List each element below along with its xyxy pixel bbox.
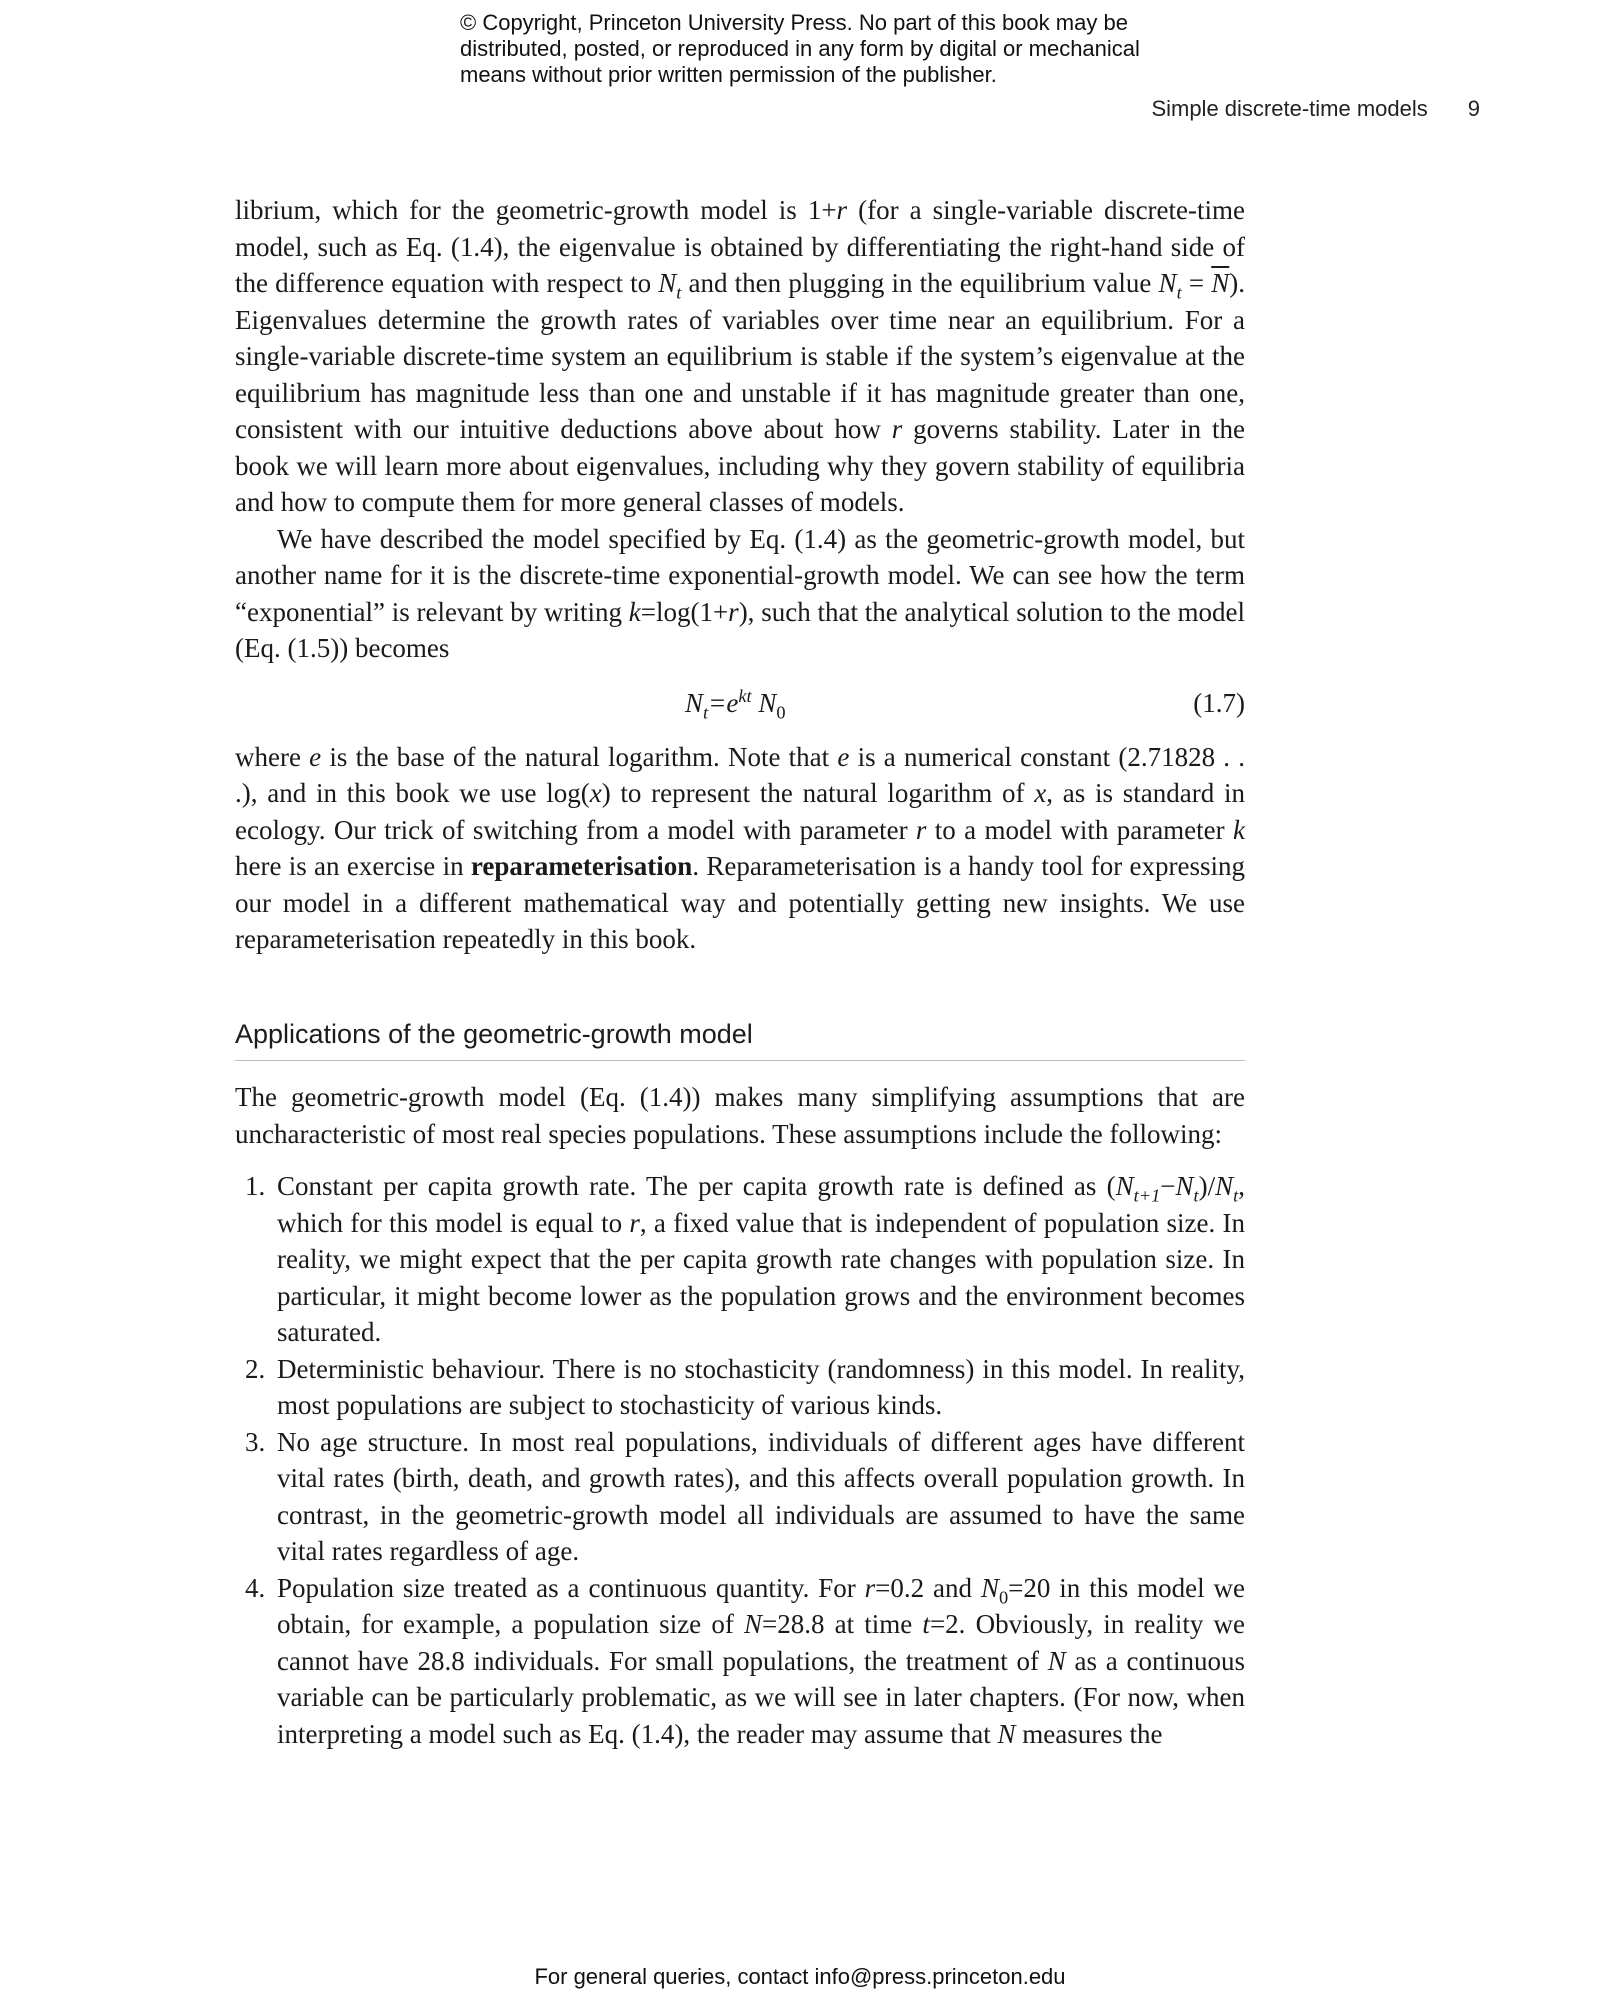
list-item: 2. Deterministic behaviour. There is no stochasticity (randomness) in this model. In reality, most populations are subject to stochasticity of various kinds. <box>245 1353 1245 1420</box>
paragraph-reparameterisation: where e is the base of the natural logarithm. Note that e is a numerical constant (2.71828 . . .), and in this book we use log(x) to represent the natural logarithm of x, as is standard in ecology. Our trick of switching from a model with parameter r to a model with parameter k here is an exercise in reparameterisation. Reparameterisation is a handy tool for expressing our model in a different mathematical way and potentially getting new insights. We use reparameterisation repeatedly in this book. <box>235 741 1245 954</box>
equation-number: (1.7) <box>1193 687 1245 718</box>
page-body <box>235 192 1245 1752</box>
list-item: 3. No age structure. In most real populations, individuals of different ages have different vital rates (birth, death, and growth rates), and this affects overall population growth. In contrast, in the geometric-growth model all individuals are assumed to have the same vital rates regardless of age. <box>245 1426 1245 1566</box>
page-number: 9 <box>1467 96 1480 121</box>
equation-1-7 <box>235 677 1245 733</box>
assumptions-list <box>235 1168 1245 1752</box>
chapter-title: Simple discrete-time models <box>1151 96 1428 121</box>
list-item: 4. Population size treated as a continuous quantity. For r=0.2 and $N_0=20$ in this model we obtain, for example, a population size of N=28.8 at time t=2. Obviously, in reality we cannot have 28.8 individuals. For small populations, the treatment of N as a continuous variable can be particularly problematic, as we will see in later chapters. (For now, when interpreting a model such as Eq. (1.4), the reader may assume that N measures the <box>245 1572 1245 1749</box>
copyright-line: © Copyright, Princeton University Press. No part of this book may be <box>460 10 1128 35</box>
paragraph-assumptions-intro: The geometric-growth model (Eq. (1.4)) makes many simplifying assumptions that are uncharacteristic of most real species populations. These assumptions include the following: <box>235 1082 1245 1149</box>
copyright-line: distributed, posted, or reproduced in any form by digital or mechanical <box>460 36 1140 61</box>
list-item: 1. Constant per capita growth rate. The per capita growth rate is defined as $(N_{t+1}-N_t)/N_t$, which for this model is equal to r, a fixed value that is independent of population size. In reality, we might expect that the per capita growth rate changes with population size. In particular, it might become lower as the population grows and the environment becomes saturated. <box>245 1171 1245 1347</box>
paragraph-eigenvalues: librium, which for the geometric-growth model is 1+r (for a single-variable discrete-time model, such as Eq. (1.4), the eigenvalue is obtained by differentiating the right-hand side of the difference equation with respect to $N_t$ and then plugging in the equilibrium value $N_t = \overline{N}$). Eigenvalues determine the growth rates of variables over time near an equilibrium. For a single-variable discrete-time system an equilibrium is stable if the system’s eigenvalue at the equilibrium has magnitude less than one and unstable if it has magnitude greater than one, consistent with our intuitive deductions above about how r governs stability. Later in the book we will learn more about eigenvalues, including why they govern stability of equilibria and how to compute them for more general classes of models. <box>235 195 1246 517</box>
copyright-line: means without prior written permission of the publisher. <box>460 62 997 87</box>
copyright-notice <box>460 10 1220 88</box>
footer-contact: For general queries, contact info@press.princeton.edu <box>534 1964 1066 1989</box>
equation-expression: $N_t=e^{kt}$ $N_0$ <box>685 685 786 722</box>
running-head <box>1151 96 1480 122</box>
paragraph-exponential: We have described the model specified by Eq. (1.4) as the geometric-growth model, but another name for it is the discrete-time exponential-growth model. We can see how the term “exponential” is relevant by writing k=log(1+r), such that the analytical solution to the model (Eq. (1.5)) becomes <box>235 523 1245 663</box>
section-heading: Applications of the geometric-growth model <box>235 1016 1245 1062</box>
bold-term: reparameterisation <box>470 851 693 881</box>
